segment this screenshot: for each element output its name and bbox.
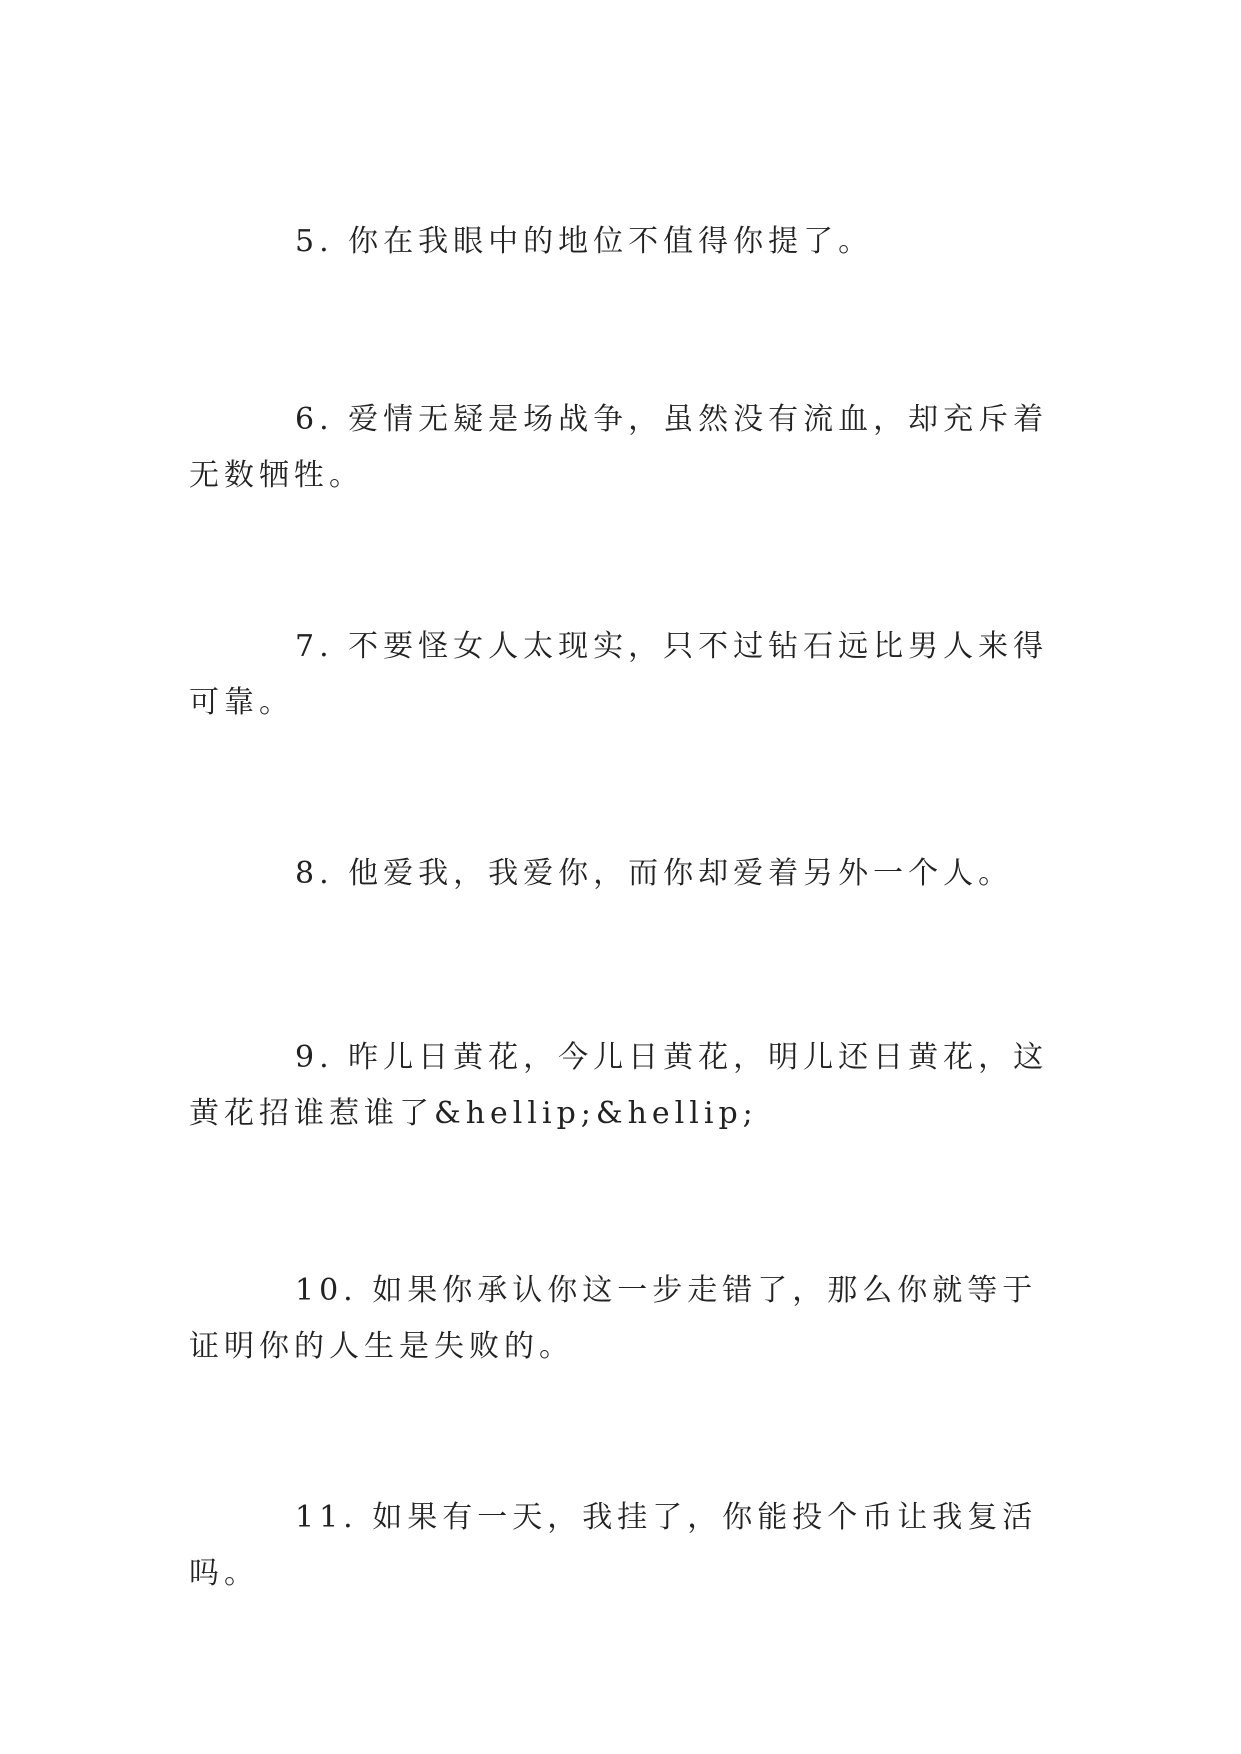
item-number: 8. xyxy=(295,856,334,891)
paragraph-10 xyxy=(189,1263,1051,1375)
item-number: 7. xyxy=(295,629,334,664)
item-number: 9. xyxy=(295,1040,334,1075)
paragraph-8 xyxy=(189,846,1051,902)
item-number: 11. xyxy=(295,1500,358,1535)
item-text: 昨儿日黄花，今儿日黄花，明儿还日黄花，这黄花招谁惹谁了&hellip;&hellip; xyxy=(189,1040,1049,1131)
item-number: 5. xyxy=(295,224,334,259)
paragraph-9 xyxy=(189,1030,1051,1142)
item-text: 如果你承认你这一步走错了，那么你就等于证明你的人生是失败的。 xyxy=(189,1273,1038,1364)
paragraph-11 xyxy=(189,1490,1089,1602)
item-number: 6. xyxy=(295,402,334,437)
item-text: 你在我眼中的地位不值得你提了。 xyxy=(348,224,874,259)
item-text: 不要怪女人太现实，只不过钻石远比男人来得可靠。 xyxy=(189,629,1049,720)
paragraph-5 xyxy=(189,214,1051,270)
paragraph-6 xyxy=(189,392,1051,504)
item-number: 10. xyxy=(295,1273,358,1308)
item-text: 如果有一天，我挂了，你能投个币让我复活吗。 xyxy=(189,1500,1038,1591)
item-text: 他爱我，我爱你，而你却爱着另外一个人。 xyxy=(348,856,1014,891)
item-text: 爱情无疑是场战争，虽然没有流血，却充斥着无数牺牲。 xyxy=(189,402,1049,493)
paragraph-7 xyxy=(189,619,1051,731)
